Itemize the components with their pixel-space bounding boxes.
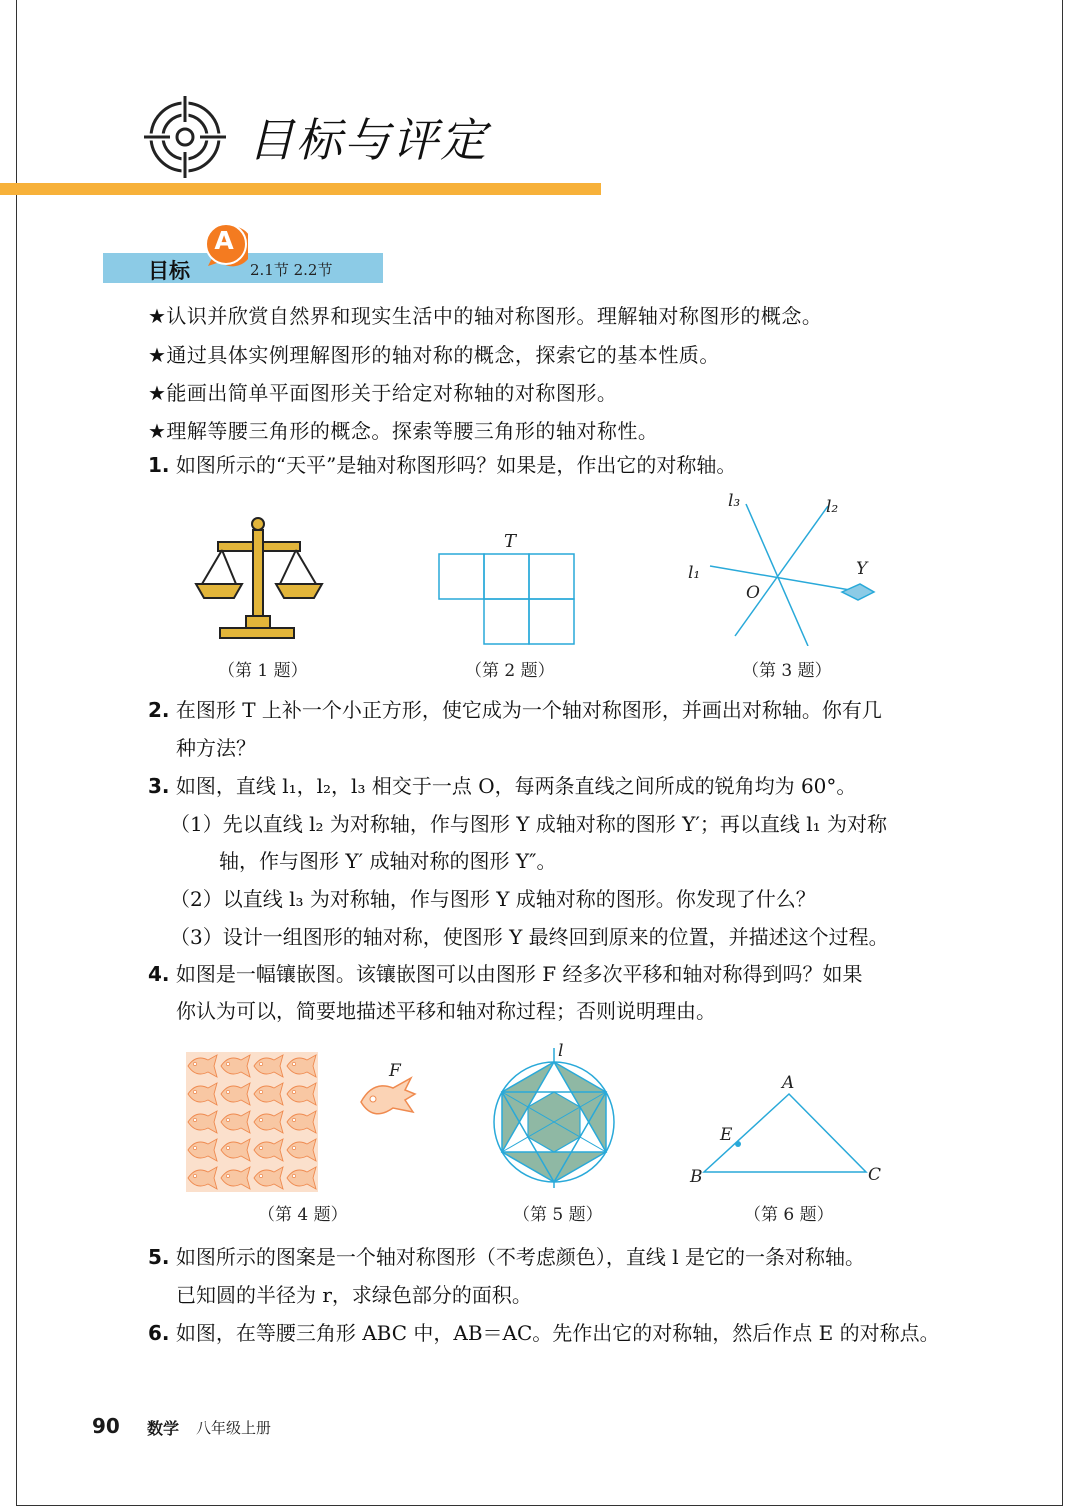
label-l3: l₃ — [728, 491, 741, 511]
question-number: 1. — [148, 453, 170, 477]
question-number: 4. — [148, 962, 170, 986]
label-l: l — [558, 1041, 564, 1061]
question-2-line-2: 种方法？ — [176, 736, 256, 760]
question-number: 5. — [148, 1245, 170, 1269]
triangle-figure — [684, 1068, 894, 1188]
page-title: 目标与评定 — [248, 113, 488, 167]
question-3-part-3: （3）设计一组图形的轴对称，使图形 Y 最终回到原来的位置，并描述这个过程。 — [170, 925, 889, 949]
title-underline — [0, 183, 601, 195]
label-a: A — [782, 1073, 795, 1093]
question-3-part-1: （1）先以直线 l₂ 为对称轴，作与图形 Y 成轴对称的图形 Y′；再以直线 l₁ 为对称 — [170, 812, 888, 836]
shape-y — [842, 584, 874, 600]
line-l3 — [746, 504, 808, 646]
goal-item: ★通过具体实例理解图形的轴对称的概念，探索它的基本性质。 — [148, 343, 720, 367]
label-b: B — [690, 1167, 703, 1187]
question-number: 2. — [148, 698, 170, 722]
label-l2: l₂ — [826, 497, 839, 517]
goal-badge-letter: A — [214, 226, 234, 255]
question-text: 如图，直线 l₁，l₂，l₃ 相交于一点 O，每两条直线之间所成的锐角均为 60°。 — [175, 774, 857, 798]
label-o: O — [746, 583, 760, 603]
goal-item: ★认识并欣赏自然界和现实生活中的轴对称图形。理解轴对称图形的概念。 — [148, 304, 823, 328]
line-l1 — [710, 566, 850, 590]
question-6 — [148, 1321, 940, 1345]
label-l1: l₁ — [688, 563, 701, 583]
label-f: F — [389, 1061, 401, 1081]
footer-subject: 数学 — [147, 1419, 180, 1438]
page-frame — [16, 0, 1063, 1506]
caption-figure-3: （第 3 题） — [742, 661, 832, 681]
fish-figure — [355, 1060, 425, 1130]
section-header — [140, 92, 488, 182]
page-number: 90 — [92, 1414, 120, 1438]
question-5-line-2: 已知圆的半径为 r，求绿色部分的面积。 — [176, 1283, 532, 1307]
question-4-line-2: 你认为可以，简要地描述平移和轴对称过程；否则说明理由。 — [176, 999, 716, 1023]
goal-item: ★理解等腰三角形的概念。探索等腰三角形的轴对称性。 — [148, 419, 659, 443]
question-text: 在图形 T 上补一个小正方形，使它成为一个轴对称图形，并画出对称轴。你有几 — [175, 698, 882, 722]
question-number: 6. — [148, 1321, 170, 1345]
question-5 — [148, 1245, 865, 1269]
question-3 — [148, 774, 856, 798]
question-text: 如图是一幅镶嵌图。该镶嵌图可以由图形 F 经多次平移和轴对称得到吗？如果 — [175, 962, 863, 986]
question-text: 如图所示的“天平”是轴对称图形吗？如果是，作出它的对称轴。 — [175, 453, 737, 477]
shape-t-figure — [434, 530, 584, 650]
label-y: Y — [856, 559, 868, 579]
label-e: E — [720, 1125, 733, 1145]
caption-figure-6: （第 6 题） — [744, 1205, 834, 1225]
target-icon — [140, 92, 230, 182]
question-number: 3. — [148, 774, 170, 798]
caption-figure-4: （第 4 题） — [258, 1205, 348, 1225]
point-e — [735, 1141, 741, 1147]
label-t: T — [504, 531, 517, 552]
question-3-part-2: （2）以直线 l₃ 为对称轴，作与图形 Y 成轴对称的图形。你发现了什么？ — [170, 887, 816, 911]
goal-sections: 2.1节 2.2节 — [250, 261, 333, 279]
goal-item: ★能画出简单平面图形关于给定对称轴的对称图形。 — [148, 381, 618, 405]
question-2 — [148, 698, 882, 722]
lines-figure — [680, 486, 890, 646]
goal-label: 目标 — [148, 259, 190, 283]
question-3-part-1-cont: 轴，作与图形 Y′ 成轴对称的图形 Y″。 — [219, 849, 557, 873]
question-text: 如图所示的图案是一个轴对称图形（不考虑颜色），直线 l 是它的一条对称轴。 — [175, 1245, 865, 1269]
caption-figure-5: （第 5 题） — [513, 1205, 603, 1225]
circle-pattern-figure — [486, 1040, 626, 1190]
line-l2 — [735, 506, 828, 636]
footer-book: 八年级上册 — [196, 1419, 272, 1437]
caption-figure-1: （第 1 题） — [218, 661, 308, 681]
question-1 — [148, 453, 736, 477]
question-text: 如图，在等腰三角形 ABC 中，AB＝AC。先作出它的对称轴，然后作点 E 的对称点。 — [175, 1321, 940, 1345]
question-4 — [148, 962, 862, 986]
tessellation-figure — [186, 1052, 318, 1192]
balance-figure — [190, 512, 330, 652]
caption-figure-2: （第 2 题） — [465, 661, 555, 681]
label-c: C — [868, 1165, 882, 1185]
